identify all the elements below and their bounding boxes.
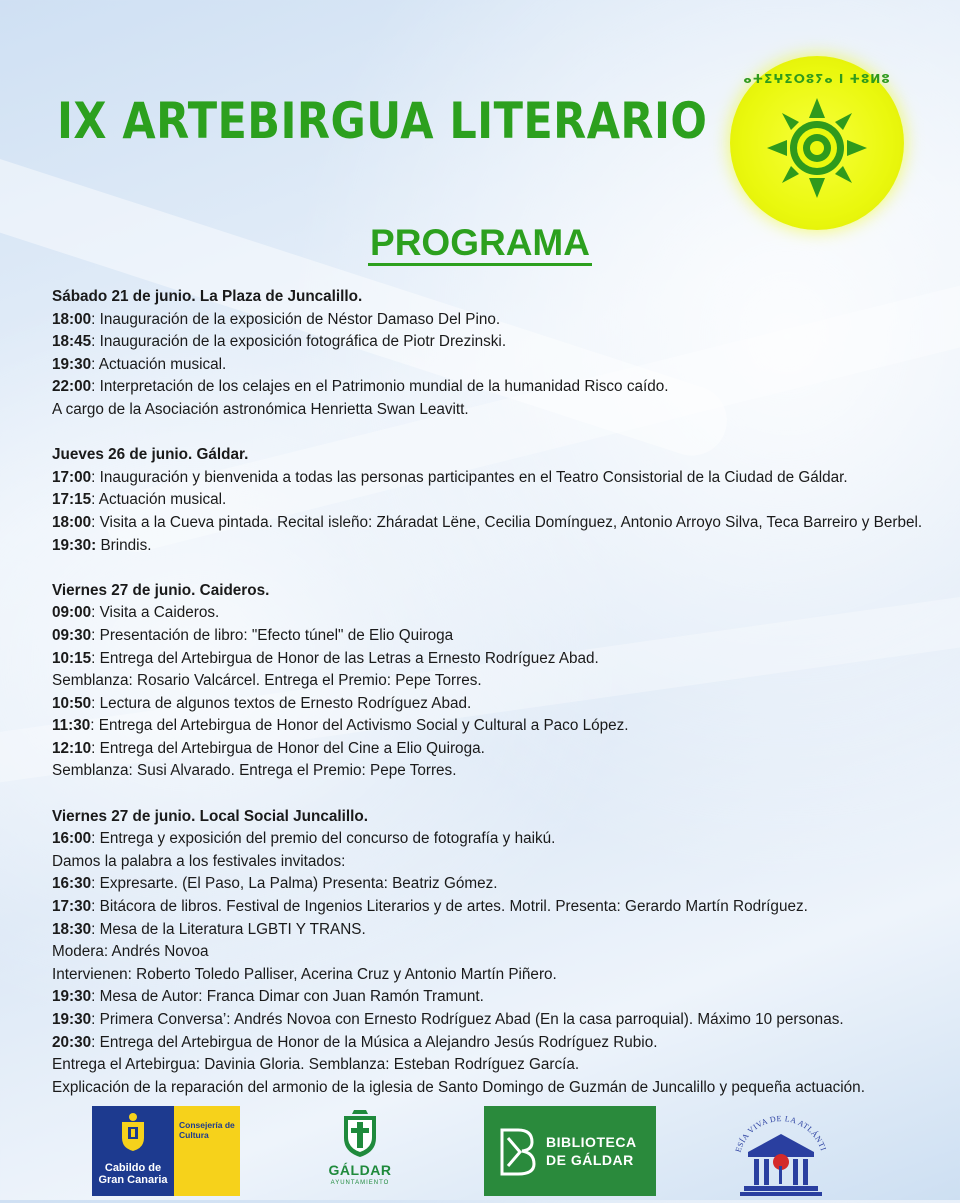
schedule-item: 12:10: Entrega del Artebirgua de Honor del Cine a Elio Quiroga.	[52, 739, 485, 757]
schedule-note: Damos la palabra a los festivales invitados:	[52, 852, 346, 870]
biblioteca-label: BIBLIOTECA	[546, 1134, 637, 1150]
consejeria-label: Consejería de Cultura	[179, 1120, 235, 1140]
sun-icon	[767, 98, 867, 198]
schedule-note: Intervienen: Roberto Toledo Palliser, Acerina Cruz y Antonio Martín Piñero.	[52, 965, 557, 983]
poesia-viva-logo	[726, 1104, 836, 1198]
ayuntamiento-label: AYUNTAMIENTO	[330, 1180, 390, 1186]
logo-tifinagh-text: ⴰⵜⵉⵖⵉⵔⵓⵢⴰ ⵏ ⵜⵓⵍⵓ	[743, 72, 891, 86]
schedule-item: 17:15: Actuación musical.	[52, 491, 227, 509]
schedule-item: 20:30: Entrega del Artebirgua de Honor de la Música a Alejandro Jesús Rodríguez Rubio.	[52, 1033, 658, 1051]
schedule-item: 11:30: Entrega del Artebirgua de Honor del Activismo Social y Cultural a Paco López.	[52, 717, 629, 735]
schedule-item: 17:00: Inauguración y bienvenida a todas las personas participantes en el Teatro Consistorial de la Ciudad de Gáldar.	[52, 468, 848, 486]
day-heading: Jueves 26 de junio. Gáldar.	[52, 446, 249, 464]
schedule-item: 19:30: Primera Conversa’: Andrés Novoa con Ernesto Rodríguez Abad (En la casa parroquial). Máximo 10 personas.	[52, 1011, 844, 1028]
day-heading: Viernes 27 de junio. Local Social Juncalillo.	[52, 807, 368, 825]
sponsor-logos	[0, 1104, 960, 1200]
event-title: IX ARTEBIRGUA LITERARIO	[57, 92, 708, 150]
schedule-item: 22:00: Interpretación de los celajes en el Patrimonio mundial de la humanidad Risco caído.	[52, 378, 669, 396]
artebirgua-sun-logo	[730, 56, 904, 230]
coat-of-arms-icon	[119, 1112, 147, 1152]
schedule-item: 09:00: Visita a Caideros.	[52, 604, 220, 622]
schedule-note: Semblanza: Susi Alvarado. Entrega el Premio: Pepe Torres.	[52, 762, 457, 780]
schedule-note: Explicación de la reparación del armonio de la iglesia de Santo Domingo de Guzmán de Juncalillo y pequeña actuación.	[52, 1078, 865, 1096]
schedule-item: 09:30: Presentación de libro: "Efecto túnel" de Elio Quiroga	[52, 626, 454, 644]
day-section	[52, 580, 932, 783]
day-heading: Viernes 27 de junio. Caideros.	[52, 581, 270, 599]
programa-heading: PROGRAMA	[0, 222, 960, 264]
schedule-item: 19:30: Actuación musical.	[52, 355, 227, 373]
schedule-item: 17:30: Bitácora de libros. Festival de Ingenios Literarios y de artes. Motril. Presenta: Gerardo Martín Rodríguez.	[52, 898, 808, 916]
book-icon	[498, 1126, 538, 1176]
day-section	[52, 444, 932, 557]
program-schedule	[52, 286, 932, 1122]
schedule-item: 10:50: Lectura de algunos textos de Ernesto Rodríguez Abad.	[52, 694, 472, 712]
schedule-note: A cargo de la Asociación astronómica Henrietta Swan Leavitt.	[52, 400, 469, 418]
biblioteca-galdar-logo	[484, 1106, 656, 1196]
schedule-item: 19:30: Brindis.	[52, 536, 152, 554]
biblioteca-galdar-label: DE GÁLDAR	[546, 1152, 634, 1168]
day-heading: Sábado 21 de junio. La Plaza de Juncalillo.	[52, 288, 363, 305]
cabildo-logo	[92, 1106, 240, 1196]
day-section	[52, 286, 932, 422]
schedule-item: 18:00: Visita a la Cueva pintada. Recital isleño: Zháradat Lëne, Cecilia Domínguez, Antonio Arroyo Silva, Teca Barreiro y Berbel.	[52, 513, 923, 531]
galdar-name: GÁLDAR	[328, 1162, 392, 1178]
day-section	[52, 806, 932, 1100]
cabildo-name: Cabildo de Gran Canaria	[98, 1162, 168, 1186]
schedule-item: 16:00: Entrega y exposición del premio del concurso de fotografía y haikú.	[52, 830, 556, 848]
schedule-note: Modera: Andrés Novoa	[52, 943, 209, 961]
schedule-item: 18:30: Mesa de la Literatura LGBTI Y TRANS.	[52, 920, 366, 938]
schedule-item: 19:30: Mesa de Autor: Franca Dimar con Juan Ramón Tramunt.	[52, 988, 484, 1006]
schedule-item: 10:15: Entrega del Artebirgua de Honor de las Letras a Ernesto Rodríguez Abad.	[52, 649, 599, 667]
poesia-arc-text: ESÍA VIVA DE LA ATLÁNTI	[733, 1114, 829, 1154]
schedule-item: 18:45: Inauguración de la exposición fotográfica de Piotr Drezinski.	[52, 333, 507, 351]
temple-icon	[726, 1104, 836, 1198]
galdar-shield-icon	[340, 1108, 380, 1158]
schedule-item: 16:30: Expresarte. (El Paso, La Palma) Presenta: Beatriz Gómez.	[52, 875, 498, 893]
schedule-note: Semblanza: Rosario Valcárcel. Entrega el Premio: Pepe Torres.	[52, 672, 482, 690]
galdar-ayuntamiento-logo	[320, 1108, 400, 1196]
schedule-note: Entrega el Artebirgua: Davinia Gloria. Semblanza: Esteban Rodríguez García.	[52, 1056, 580, 1074]
schedule-item: 18:00: Inauguración de la exposición de Néstor Damaso Del Pino.	[52, 310, 501, 328]
